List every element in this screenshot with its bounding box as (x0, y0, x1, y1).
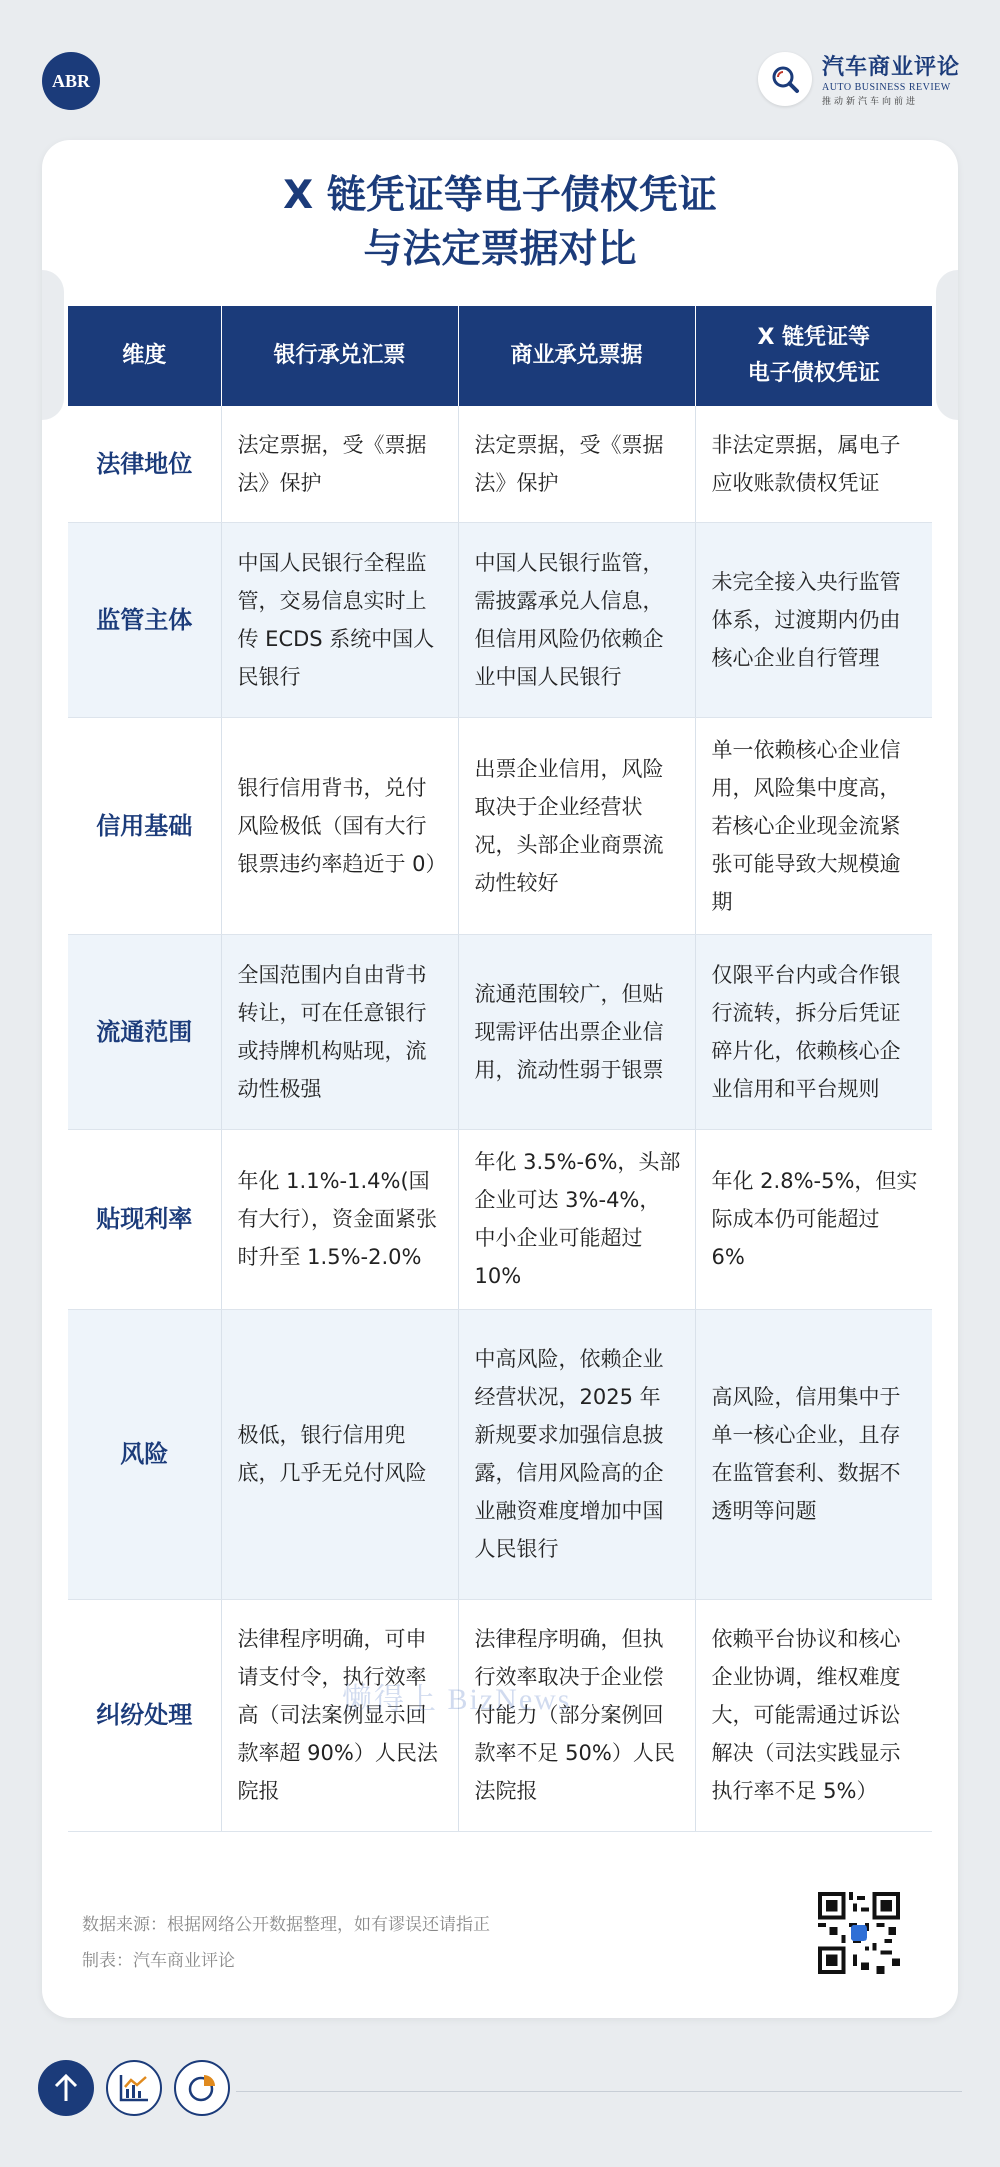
cell-commercial: 出票企业信用，风险取决于企业经营状况，头部企业商票流动性较好 (458, 717, 695, 934)
cell-commercial: 中高风险，依赖企业经营状况，2025 年新规要求加强信息披露，信用风险高的企业融资难度增加中国人民银行 (458, 1309, 695, 1599)
cell-commercial: 流通范围较广，但贴现需评估出票企业信用，流动性弱于银票 (458, 934, 695, 1129)
cell-xchain: 单一依赖核心企业信用，风险集中度高，若核心企业现金流紧张可能导致大规模逾期 (695, 717, 932, 934)
row-dimension: 信用基础 (68, 717, 221, 934)
cell-xchain: 仅限平台内或合作银行流转，拆分后凭证碎片化，依赖核心企业信用和平台规则 (695, 934, 932, 1129)
cell-bank: 法律程序明确，可申请支付令，执行效率高（司法案例显示回款率超 90%）人民法院报 (221, 1599, 458, 1831)
page-title-line2: 与法定票据对比 (363, 227, 637, 272)
header-commercial-acceptance: 商业承兑票据 (458, 306, 695, 406)
table-row (68, 1309, 932, 1599)
table-row (68, 406, 932, 522)
brand-english-name: AUTO BUSINESS REVIEW (821, 82, 951, 93)
brand-header (758, 50, 960, 107)
row-dimension: 风险 (68, 1309, 221, 1599)
brand-name: 汽车商业评论 (821, 55, 960, 80)
cell-bank: 年化 1.1%-1.4%(国有大行），资金面紧张时升至 1.5%-2.0% (221, 1129, 458, 1309)
cell-bank: 法定票据，受《票据法》保护 (221, 406, 458, 522)
arrow-up-icon (53, 2073, 79, 2103)
bottom-toolbar (38, 2060, 242, 2116)
row-dimension: 监管主体 (68, 522, 221, 717)
cell-commercial: 中国人民银行监管，需披露承兑人信息，但信用风险仍依赖企业中国人民银行 (458, 522, 695, 717)
card-notch-right (936, 270, 958, 420)
page-title-line1: X 链凭证等电子债权凭证 (283, 173, 717, 218)
line-chart-icon (118, 2073, 150, 2103)
row-dimension: 法律地位 (68, 406, 221, 522)
comparison-table (68, 306, 932, 1832)
made-by-note: 制表：汽车商业评论 (82, 1951, 235, 1971)
cell-xchain: 未完全接入央行监管体系，过渡期内仍由核心企业自行管理 (695, 522, 932, 717)
brand-slogan: 推动新汽车向前进 (821, 97, 918, 107)
cell-commercial: 法律程序明确，但执行效率取决于企业偿付能力（部分案例回款率不足 50%）人民法院报 (458, 1599, 695, 1831)
content-card (42, 140, 958, 2018)
row-dimension: 贴现利率 (68, 1129, 221, 1309)
abr-logo: ABR (42, 52, 100, 110)
header-dimension: 维度 (68, 306, 221, 406)
cell-xchain: 依赖平台协议和核心企业协调，维权难度大，可能需通过诉讼解决（司法实践显示执行率不足 5%） (695, 1599, 932, 1831)
bottom-divider (236, 2091, 962, 2092)
table-row (68, 934, 932, 1129)
cell-bank: 全国范围内自由背书转让，可在任意银行或持牌机构贴现，流动性极强 (221, 934, 458, 1129)
cell-xchain: 高风险，信用集中于单一核心企业，且存在监管套利、数据不透明等问题 (695, 1309, 932, 1599)
row-dimension: 流通范围 (68, 934, 221, 1129)
cell-commercial: 法定票据，受《票据法》保护 (458, 406, 695, 522)
search-icon (758, 52, 812, 106)
cell-bank: 银行信用背书，兑付风险极低（国有大行银票违约率趋近于 0） (221, 717, 458, 934)
table-header-row (68, 306, 932, 406)
scroll-to-top-button[interactable] (38, 2060, 94, 2116)
card-notch-left (42, 270, 64, 420)
data-source-note: 数据来源：根据网络公开数据整理，如有谬误还请指正 (82, 1915, 490, 1935)
header-bank-acceptance: 银行承兑汇票 (221, 306, 458, 406)
table-row (68, 717, 932, 934)
qr-code[interactable] (818, 1892, 900, 1974)
header-x-chain-voucher: X 链凭证等 电子债权凭证 (695, 306, 932, 406)
cell-xchain: 非法定票据，属电子应收账款债权凭证 (695, 406, 932, 522)
pie-chart-icon (187, 2073, 217, 2103)
cell-bank: 极低，银行信用兜底，几乎无兑付风险 (221, 1309, 458, 1599)
row-dimension: 纠纷处理 (68, 1599, 221, 1831)
watermark: 懒得上 BizNews (342, 1683, 572, 1716)
line-chart-button[interactable] (106, 2060, 162, 2116)
table-row (68, 1129, 932, 1309)
cell-bank: 中国人民银行全程监管，交易信息实时上传 ECDS 系统中国人民银行 (221, 522, 458, 717)
table-row (68, 522, 932, 717)
pie-chart-button[interactable] (174, 2060, 230, 2116)
cell-commercial: 年化 3.5%-6%，头部企业可达 3%-4%，中小企业可能超过 10% (458, 1129, 695, 1309)
cell-xchain: 年化 2.8%-5%，但实际成本仍可能超过 6% (695, 1129, 932, 1309)
